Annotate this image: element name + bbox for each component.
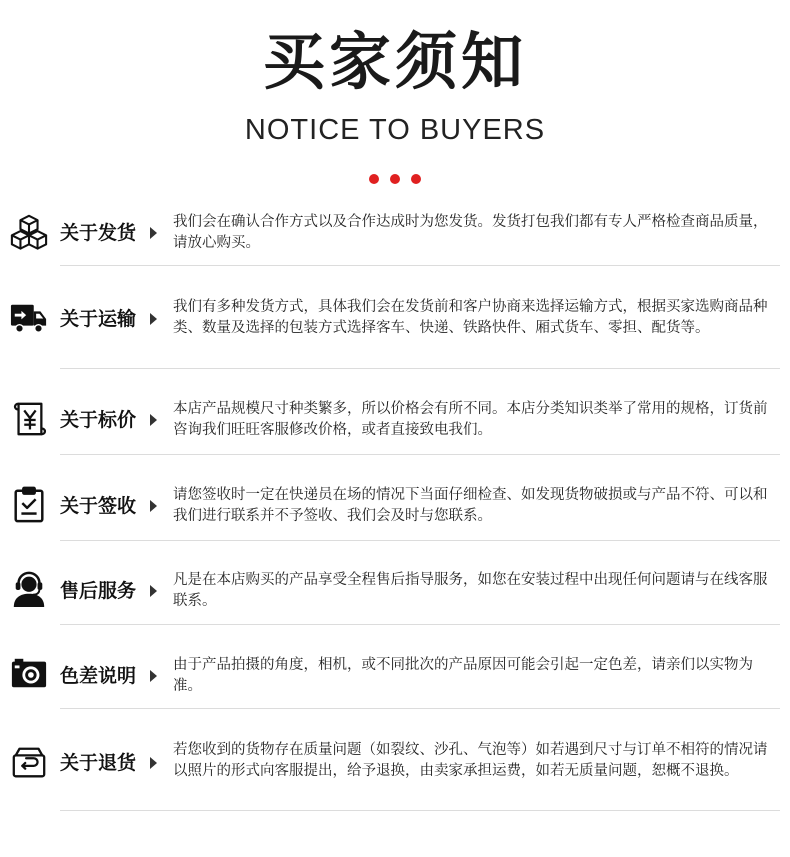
notice-label: 色差说明 — [60, 665, 137, 687]
arrow-right-icon — [150, 500, 157, 512]
divider — [60, 624, 780, 625]
arrow-right-icon — [150, 585, 157, 597]
page-title: 买家须知 — [262, 25, 527, 98]
notice-text: 我们有多种发货方式，具体我们会在发货前和客户协商来选择运输方式，根据买家选购商品种类、数量及选择的包装方式选择客车、快递、铁路快件、厢式货车、零担、配货等。 — [173, 299, 768, 336]
divider — [60, 708, 780, 709]
notice-label: 关于标价 — [60, 409, 137, 431]
divider — [60, 540, 780, 541]
delivery-truck-icon — [10, 299, 48, 337]
dot — [369, 174, 379, 184]
yen-price-tag-icon — [10, 400, 48, 438]
arrow-right-icon — [150, 414, 157, 426]
notice-label: 关于签收 — [60, 495, 137, 517]
notice-text: 请您签收时一定在快递员在场的情况下当面仔细检查、如发现货物破损或与产品不符、可以和我们进行联系并不予签收、我们会及时与您联系。 — [173, 487, 768, 524]
camera-icon — [10, 655, 48, 693]
notice-label: 售后服务 — [60, 580, 137, 602]
arrow-right-icon — [150, 313, 157, 325]
divider — [60, 810, 780, 811]
arrow-right-icon — [150, 670, 157, 682]
arrow-right-icon — [150, 227, 157, 239]
notice-label: 关于退货 — [60, 752, 137, 774]
notice-text: 凡是在本店购买的产品享受全程售后指导服务，如您在安装过程中出现任何问题请与在线客服联系。 — [173, 572, 768, 609]
return-box-icon — [10, 744, 48, 782]
notice-text: 我们会在确认合作方式以及合作达成时为您发货。发货打包我们都有专人严格检查商品质量，请放心购买。 — [173, 214, 768, 251]
clipboard-check-icon — [10, 486, 48, 524]
notice-text: 若您收到的货物存在质量问题（如裂纹、沙孔、气泡等）如若遇到尺寸与订单不相符的情况请以照片的形式向客服提出，给予退换，由卖家承担运费，如若无质量问题，恕概不退换。 — [173, 742, 768, 779]
divider — [60, 368, 780, 369]
notice-label: 关于发货 — [60, 222, 137, 244]
dot — [411, 174, 421, 184]
notice-text: 由于产品拍摄的角度，相机，或不同批次的产品原因可能会引起一定色差，请亲们以实物为准。 — [173, 657, 753, 694]
dot — [390, 174, 400, 184]
notice-label: 关于运输 — [60, 308, 137, 330]
headset-agent-icon — [10, 570, 48, 608]
arrow-right-icon — [150, 757, 157, 769]
page-subtitle: NOTICE TO BUYERS — [244, 114, 546, 146]
notice-text: 本店产品规模尺寸种类繁多，所以价格会有所不同。本店分类知识类举了常用的规格，订货前咨询我们旺旺客服修改价格，或者直接致电我们。 — [173, 401, 768, 438]
divider — [60, 454, 780, 455]
boxes-icon — [10, 213, 48, 251]
decorative-dots — [0, 174, 790, 184]
divider — [60, 265, 780, 266]
